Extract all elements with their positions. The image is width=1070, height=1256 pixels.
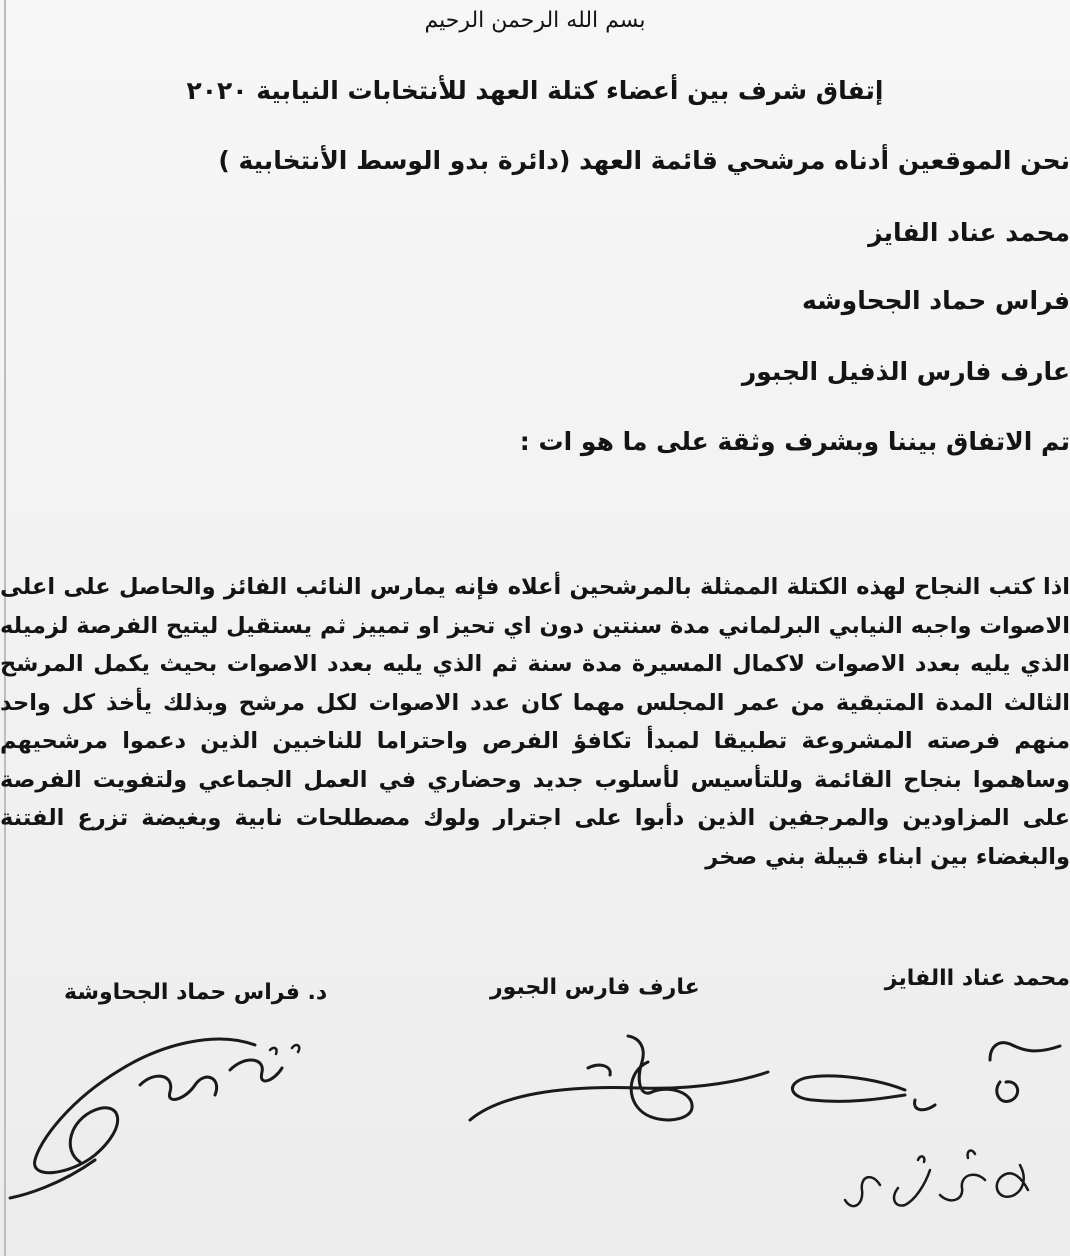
- signatory-label-1: محمد عناد االفايز: [884, 966, 1070, 991]
- signature-aref: [470, 1036, 768, 1120]
- signatory-label-2: عارف فارس الجبور: [490, 975, 700, 1000]
- signatory-label-3: د. فراس حماد الجحاوشة: [64, 980, 328, 1005]
- signature-mohammad: [792, 1043, 1060, 1110]
- basmala-heading: بسم الله الرحمن الرحيم: [424, 8, 646, 33]
- intro-line: نحن الموقعين أدناه مرشحي قائمة العهد (دائرة بدو الوسط الأنتخابية ): [218, 146, 1070, 175]
- handwritten-name: [845, 1151, 1028, 1207]
- signature-faras: [10, 1039, 282, 1198]
- candidate-name-2: فراس حماد الجحاوشه: [801, 286, 1070, 315]
- candidate-name-3: عارف فارس الذفيل الجبور: [741, 357, 1070, 386]
- signature-faras-dot: [270, 1045, 299, 1054]
- document-title: إتفاق شرف بين أعضاء كتلة العهد للأنتخابات النيابية ٢٠٢٠: [186, 76, 884, 105]
- candidate-name-1: محمد عناد الفايز: [868, 218, 1070, 247]
- agreement-body-paragraph: اذا كتب النجاح لهذه الكتلة الممثلة بالمرشحين أعلاه فإنه يمارس النائب الفائز والحاصل على اعلى الاصوات واجبه النيابي البرلماني مدة سنتين دون اي تحيز او تمييز ثم يستقيل ليتيح الفرصة لزميله الذي يليه بعدد الاصوات لاكمال المسيرة مدة سنة ثم الذي يليه بعدد الاصوات بحيث يكمل المرشح الثالث المدة المتبقية من عمر المجلس مهما كان عدد الاصوات لكل مرشح وبذلك يأخذ كل واحد منهم فرصته المشروعة تطبيقا لمبدأ تكافؤ الفرص واحتراما للناخبين الذين دعموا مرشحيهم وساهموا بنجاح القائمة وللتأسيس لأسلوب جديد وحضاري في العمل الجماعي ولتفويت الفرصة على المزاودين والمرجفين الذين دأبوا على اجترار ولوك مصطلحات نابية وبغيضة تزرع الفتنة والبغضاء بين ابناء قبيلة بني صخر: [0, 574, 1070, 870]
- agreement-intro-line: تم الاتفاق بيننا وبشرف وثقة على ما هو ات :: [519, 427, 1070, 456]
- signature-aref-mark: [588, 1065, 610, 1075]
